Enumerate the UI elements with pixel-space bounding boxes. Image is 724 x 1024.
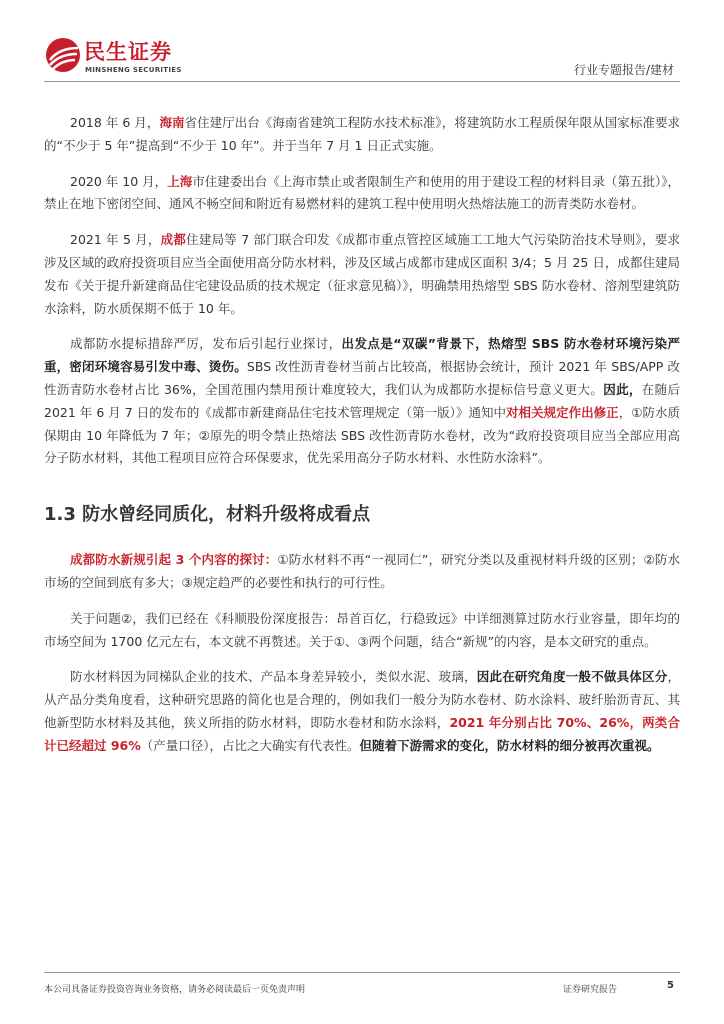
highlight-red-text: 成都 — [160, 232, 187, 248]
page-number: 5 — [667, 980, 674, 991]
text-run: （产量口径），占比之大确实有代表性。 — [140, 737, 360, 753]
brand-name-cn: 民生证券 — [84, 40, 172, 64]
text-run: 2020 年 10 月， — [70, 173, 168, 189]
report-body — [44, 112, 680, 771]
highlight-red-text: 对相关规定作出修正 — [506, 404, 619, 420]
report-type: 行业专题报告/建材 — [573, 63, 674, 77]
text-run: 防水材料因为同梯队企业的技术、产品本身差异较小，类似水泥、玻璃， — [70, 669, 477, 685]
footer-disclaimer: 本公司具备证券投资咨询业务资格，请务必阅读最后一页免责声明 — [44, 985, 306, 995]
text-run: SBS 改性沥青卷材当前占比较高，根据协会统计，预计 2021 年 SBS/APP 改性沥青防水卷材占比 36%，全国范围内禁用预计难度较大，我们认为成都防水提标信号意义更大。 — [44, 359, 680, 397]
paragraph — [44, 171, 680, 217]
text-run: 在随后 2021 年 6 月 7 日的发布的《成都市新建商品住宅技术管理规定（第一版）》通知中 — [44, 381, 680, 420]
section-title: 1.3 防水曾经同质化，材料升级将成看点 — [44, 504, 371, 526]
text-run: 市住建委出台《上海市禁止或者限制生产和使用的用于建设工程的材料目录（第五批）》，禁止在地下密闭空间、通风不畅空间和附近有易燃材料的建筑工程中使用明火热熔法施工的沥青类防水卷材。 — [44, 173, 680, 212]
highlight-red-text: 上海 — [167, 173, 193, 189]
paragraph-group-1 — [44, 112, 680, 470]
paragraph — [44, 229, 680, 320]
text-run: 关于问题②，我们已经在《科顺股份深度报告：昂首百亿，行稳致远》中详细测算过防水行业容量，即年均的市场空间为 1700 亿元左右，本文就不再赘述。关于①、③两个问题，结合“新规”的内容，是本文研究的重点。 — [44, 610, 680, 649]
minsheng-logo-icon — [44, 36, 82, 74]
footer-divider — [44, 972, 680, 973]
text-run: 成都防水提标措辞严厉，发布后引起行业探讨， — [70, 336, 342, 352]
highlight-red-text: 2021 年分别占比 70%、26%，两类合计已经超过 96% — [44, 714, 680, 753]
text-run: ①防水材料不再“一视同仁”，研究分类以及重视材料升级的区别；②防水市场的空间到底有多大；③规定趋严的必要性和执行的可行性。 — [44, 552, 680, 590]
paragraph — [44, 112, 680, 158]
highlight-red-text: 海南 — [159, 115, 185, 130]
paragraph — [44, 549, 680, 595]
text-run: 2018 年 6 月， — [70, 115, 160, 130]
brand-name-en: MINSHENG SECURITIES — [85, 66, 182, 74]
paragraph — [44, 608, 680, 654]
page-header — [0, 0, 724, 90]
text-run: 2021 年 5 月， — [70, 232, 161, 248]
paragraph — [44, 333, 680, 470]
text-run: 省住建厅出台《海南省建筑工程防水技术标准》，将建筑防水工程质保年限从国家标准要求的“不少于 5 年”提高到“不少于 10 年”。并于当年 7 月 1 日正式实施。 — [44, 115, 680, 153]
bold-text: 出发点是“双碳”背景下，热熔型 SBS 防水卷材环境污染严重，密闭环境容易引发中毒、烫伤。 — [44, 336, 680, 375]
text-run: 住建局等 7 部门联合印发《成都市重点管控区域施工工地大气污染防治技术导则》，要求涉及区域的政府投资项目应当全面使用高分防水材料，涉及区域占成都市建成区面积 3/4；5 月 25 日，成都住建局发布《关于提升新建商品住宅建设品质的技术规定（征求意见稿）》，明确禁用热熔型 SBS 防水卷材、溶剂型建筑防水涂料，防水质保期不低于 10 年。 — [44, 232, 680, 316]
highlight-red-text: 成都防水新规引起 3 个内容的探讨： — [70, 552, 278, 568]
bold-text: 因此在研究角度一般不做具体区分 — [476, 669, 668, 685]
paragraph — [44, 666, 680, 757]
footer-label: 证券研究报告 — [563, 985, 618, 995]
paragraph-group-2 — [44, 549, 680, 757]
text-run: ，从产品分类角度看，这种研究思路的简化也是合理的，例如我们一般分为防水卷材、防水涂料、玻纤胎沥青瓦、其他新型防水材料及其他，狭义所指的防水材料，即防水卷材和防水涂料， — [44, 669, 680, 730]
header-divider — [44, 81, 680, 82]
text-run: ，①防水质保期由 10 年降低为 7 年；②原先的明令禁止热熔法 SBS 改性沥青防水卷材，改为“政府投资项目应当全部应用高分子防水材料，其他工程项目应符合环保要求，优先采用高分子防水材料、水性防水涂料”。 — [44, 404, 680, 466]
bold-text: 但随着下游需求的变化，防水材料的细分被再次重视。 — [359, 737, 660, 753]
brand-logo — [44, 36, 204, 82]
bold-text: 因此， — [603, 381, 642, 397]
